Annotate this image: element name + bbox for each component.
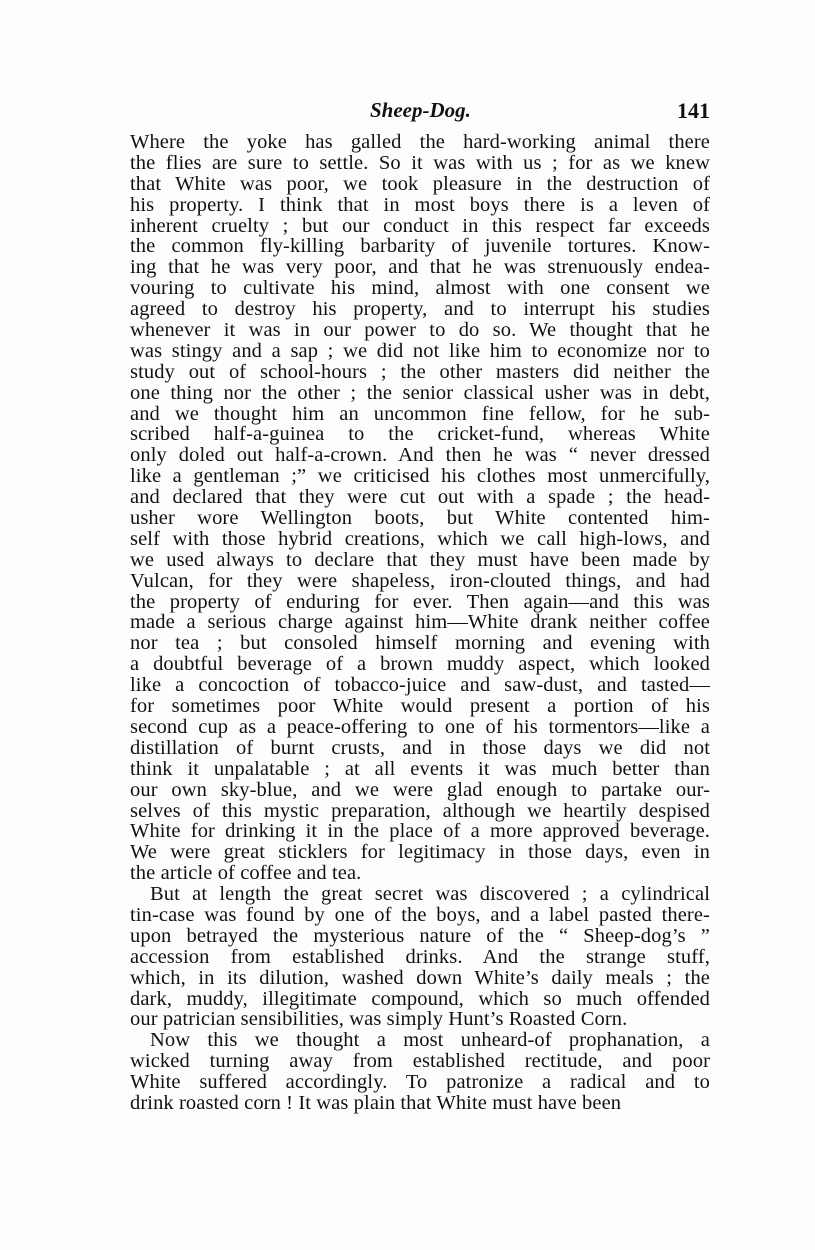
text-line: scribed half-a-guinea to the cricket-fund, whereas White bbox=[130, 423, 710, 446]
text-line: selves of this mystic preparation, although we heartily despised bbox=[130, 799, 710, 822]
text-line: distillation of burnt crusts, and in those days we did not bbox=[130, 736, 710, 759]
text-line: our patrician sensibilities, was simply Hunt’s Roasted Corn. bbox=[130, 1008, 628, 1031]
text-line: dark, muddy, illegitimate compound, which so much offended bbox=[130, 987, 710, 1010]
text-line: which, in its dilution, washed down White’s daily meals ; the bbox=[130, 966, 710, 989]
text-line: Now this we thought a most unheard-of prophanation, a bbox=[150, 1029, 710, 1052]
text-line: White for drinking it in the place of a more approved beverage. bbox=[130, 820, 710, 843]
text-line: like a concoction of tobacco-juice and saw-dust, and tasted— bbox=[130, 674, 710, 697]
text-line: our own sky-blue, and we were glad enough to partake our- bbox=[130, 778, 710, 801]
text-line: tin-case was found by one of the boys, and a label pasted there- bbox=[130, 903, 710, 926]
text-line: one thing nor the other ; the senior classical usher was in debt, bbox=[130, 381, 710, 404]
text-line: was stingy and a sap ; we did not like him to economize nor to bbox=[130, 339, 710, 362]
paragraph bbox=[130, 1030, 710, 1114]
page-number: 141 bbox=[677, 98, 710, 123]
text-line: But at length the great secret was discovered ; a cylindrical bbox=[150, 883, 710, 906]
text-line: accession from established drinks. And the strange stuff, bbox=[130, 945, 710, 968]
running-title: Sheep-Dog. bbox=[370, 98, 471, 122]
text-line: his property. I think that in most boys there is a leven of bbox=[130, 193, 710, 216]
body-text bbox=[130, 132, 710, 1114]
text-line: and we thought him an uncommon fine fellow, for he sub- bbox=[130, 402, 710, 425]
text-line: we used always to declare that they must have been made by bbox=[130, 548, 710, 571]
text-line: second cup as a peace-offering to one of his tormentors—like a bbox=[130, 715, 710, 738]
text-line: agreed to destroy his property, and to interrupt his studies bbox=[130, 298, 710, 321]
text-line: wicked turning away from established rectitude, and poor bbox=[130, 1050, 710, 1073]
text-line: We were great sticklers for legitimacy in those days, even in bbox=[130, 841, 710, 864]
text-line: only doled out half-a-crown. And then he was “ never dressed bbox=[130, 444, 710, 467]
text-line: inherent cruelty ; but our conduct in this respect far exceeds bbox=[130, 214, 710, 237]
paragraph bbox=[130, 132, 710, 884]
text-line: White suffered accordingly. To patronize a radical and to bbox=[130, 1071, 710, 1094]
text-line: for sometimes poor White would present a portion of his bbox=[130, 695, 710, 718]
text-line: upon betrayed the mysterious nature of the “ Sheep-dog’s ” bbox=[130, 924, 710, 947]
text-line: that White was poor, we took pleasure in the destruction of bbox=[130, 172, 710, 195]
text-line: the property of enduring for ever. Then again—and this was bbox=[130, 590, 710, 613]
text-line: the common fly-killing barbarity of juvenile tortures. Know- bbox=[130, 235, 710, 258]
text-line: the article of coffee and tea. bbox=[130, 862, 362, 885]
text-line: vouring to cultivate his mind, almost with one consent we bbox=[130, 277, 710, 300]
text-line: a doubtful beverage of a brown muddy aspect, which looked bbox=[130, 653, 710, 676]
text-line: whenever it was in our power to do so. We thought that he bbox=[130, 319, 710, 342]
running-head bbox=[130, 98, 710, 128]
text-line: drink roasted corn ! It was plain that White must have been bbox=[130, 1091, 622, 1114]
text-line: like a gentleman ;” we criticised his clothes most unmercifully, bbox=[130, 465, 710, 488]
text-line: usher wore Wellington boots, but White contented him- bbox=[130, 507, 710, 530]
text-line: think it unpalatable ; at all events it was much better than bbox=[130, 757, 710, 780]
text-line: Where the yoke has galled the hard-working animal there bbox=[130, 131, 710, 153]
paragraph bbox=[130, 884, 710, 1030]
text-line: and declared that they were cut out with a spade ; the head- bbox=[130, 486, 710, 509]
text-line: made a serious charge against him—White drank neither coffee bbox=[130, 611, 710, 634]
text-line: Vulcan, for they were shapeless, iron-clouted things, and had bbox=[130, 569, 710, 592]
text-line: the flies are sure to settle. So it was with us ; for as we knew bbox=[130, 151, 710, 174]
text-line: ing that he was very poor, and that he was strenuously endea- bbox=[130, 256, 710, 279]
text-line: study out of school-hours ; the other masters did neither the bbox=[130, 360, 710, 383]
text-line: self with those hybrid creations, which we call high-lows, and bbox=[130, 527, 710, 550]
text-line: nor tea ; but consoled himself morning and evening with bbox=[130, 632, 710, 655]
